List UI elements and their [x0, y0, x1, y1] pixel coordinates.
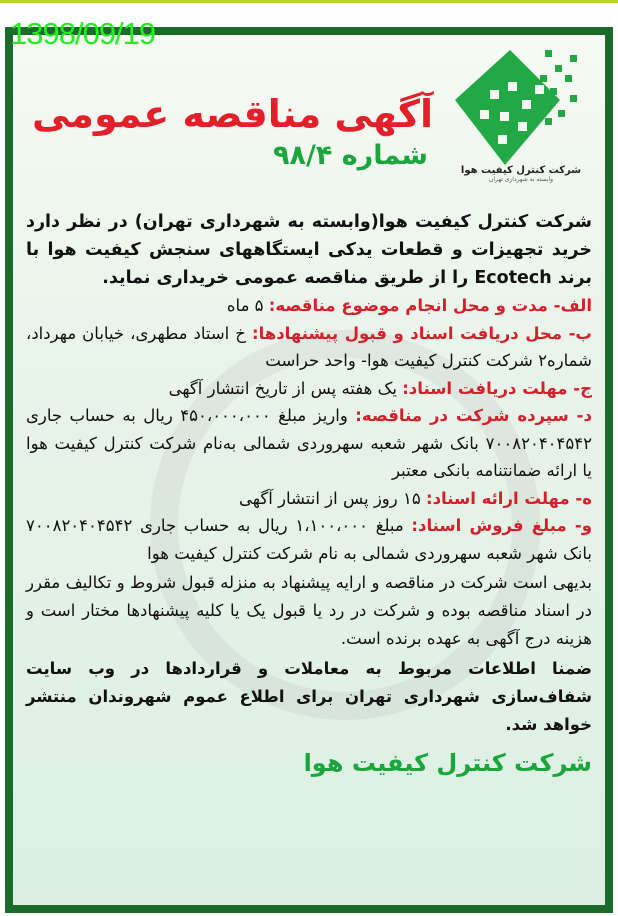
item-label: د- سپرده شرکت در مناقصه: — [355, 406, 593, 425]
item-label: و- مبلغ فروش اسناد: — [411, 516, 592, 535]
item-location — [26, 320, 592, 375]
logo-caption — [446, 165, 596, 183]
item-deposit — [26, 402, 592, 485]
tender-number: شماره ۹۸/۴ — [273, 140, 428, 171]
item-text: واریز مبلغ ۴۵۰،۰۰۰،۰۰۰ ریال به حساب جاری ۷۰۰۸۲۰۴۰۴۵۴۲ بانک شهر شعبه سهروردی شمالی به‌نام شرکت کنترل کیفیت هوا یا ارائه ضمانتنامه بانکی معتبر — [26, 406, 592, 480]
item-label: ب- محل دریافت اسناد و قبول پیشنهادها: — [251, 323, 592, 343]
item-text: خ استاد مطهری، خیابان مهرداد، شماره۲ شرکت کنترل کیفیت هوا- واحد حراست — [26, 323, 592, 370]
terms-note: بدیهی است شرکت در مناقصه و ارایه پیشنهاد به منزله قبول شروط و تکالیف مقرر در اسناد مناقصه بوده و شرکت در رد یا قبول یک یا کلیه پیشنهادها مختار است و هزینه درج آگهی به عهده برنده است. — [26, 573, 592, 648]
item-doc-deadline — [26, 375, 592, 403]
item-submission-deadline — [26, 485, 592, 513]
item-text: مبلغ ۱،۱۰۰،۰۰۰ ریال به حساب جاری ۷۰۰۸۲۰۴۰۴۵۴۲ بانک شهر شعبه سهروردی شمالی به نام شرکت کنترل کیفیت هوا — [26, 516, 592, 563]
intro-paragraph: شرکت کنترل کیفیت هوا(وابسته به شهرداری تهران) در نظر دارد خرید تجهیزات و قطعات یدکی ایستگاههای سنجش کیفیت هوا با برند Ecotech را از طریق مناقصه عمومی خریداری نماید. — [26, 212, 592, 288]
transparency-note: ضمنا اطلاعات مربوط به معاملات و قراردادها در وب سایت شفاف‌سازی شهرداری تهران برای اطلاع عموم شهروندان منتشر خواهد شد. — [26, 659, 592, 734]
item-duration — [26, 292, 592, 320]
item-text: ۵ ماه — [226, 296, 269, 315]
date-stamp: 1398/09/19 — [10, 16, 156, 51]
ad-title: آگهی مناقصه عمومی — [31, 92, 433, 136]
ad-body — [26, 208, 592, 777]
item-text: یک هفته پس از تاریخ انتشار آگهی — [168, 378, 403, 398]
logo-name: شرکت کنترل کیفیت هوا — [460, 165, 582, 176]
item-label: ه- مهلت ارائه اسناد: — [425, 488, 592, 508]
item-label: ج- مهلت دریافت اسناد: — [402, 378, 592, 398]
item-text: ۱۵ روز پس از انتشار آگهی — [239, 488, 426, 508]
signature: شرکت کنترل کیفیت هوا — [303, 749, 592, 777]
item-doc-price — [26, 512, 592, 567]
item-label: الف- مدت و محل انجام موضوع مناقصه: — [268, 296, 592, 315]
logo-subtitle: وابسته به شهرداری تهران — [488, 176, 554, 183]
top-rule — [0, 0, 618, 3]
